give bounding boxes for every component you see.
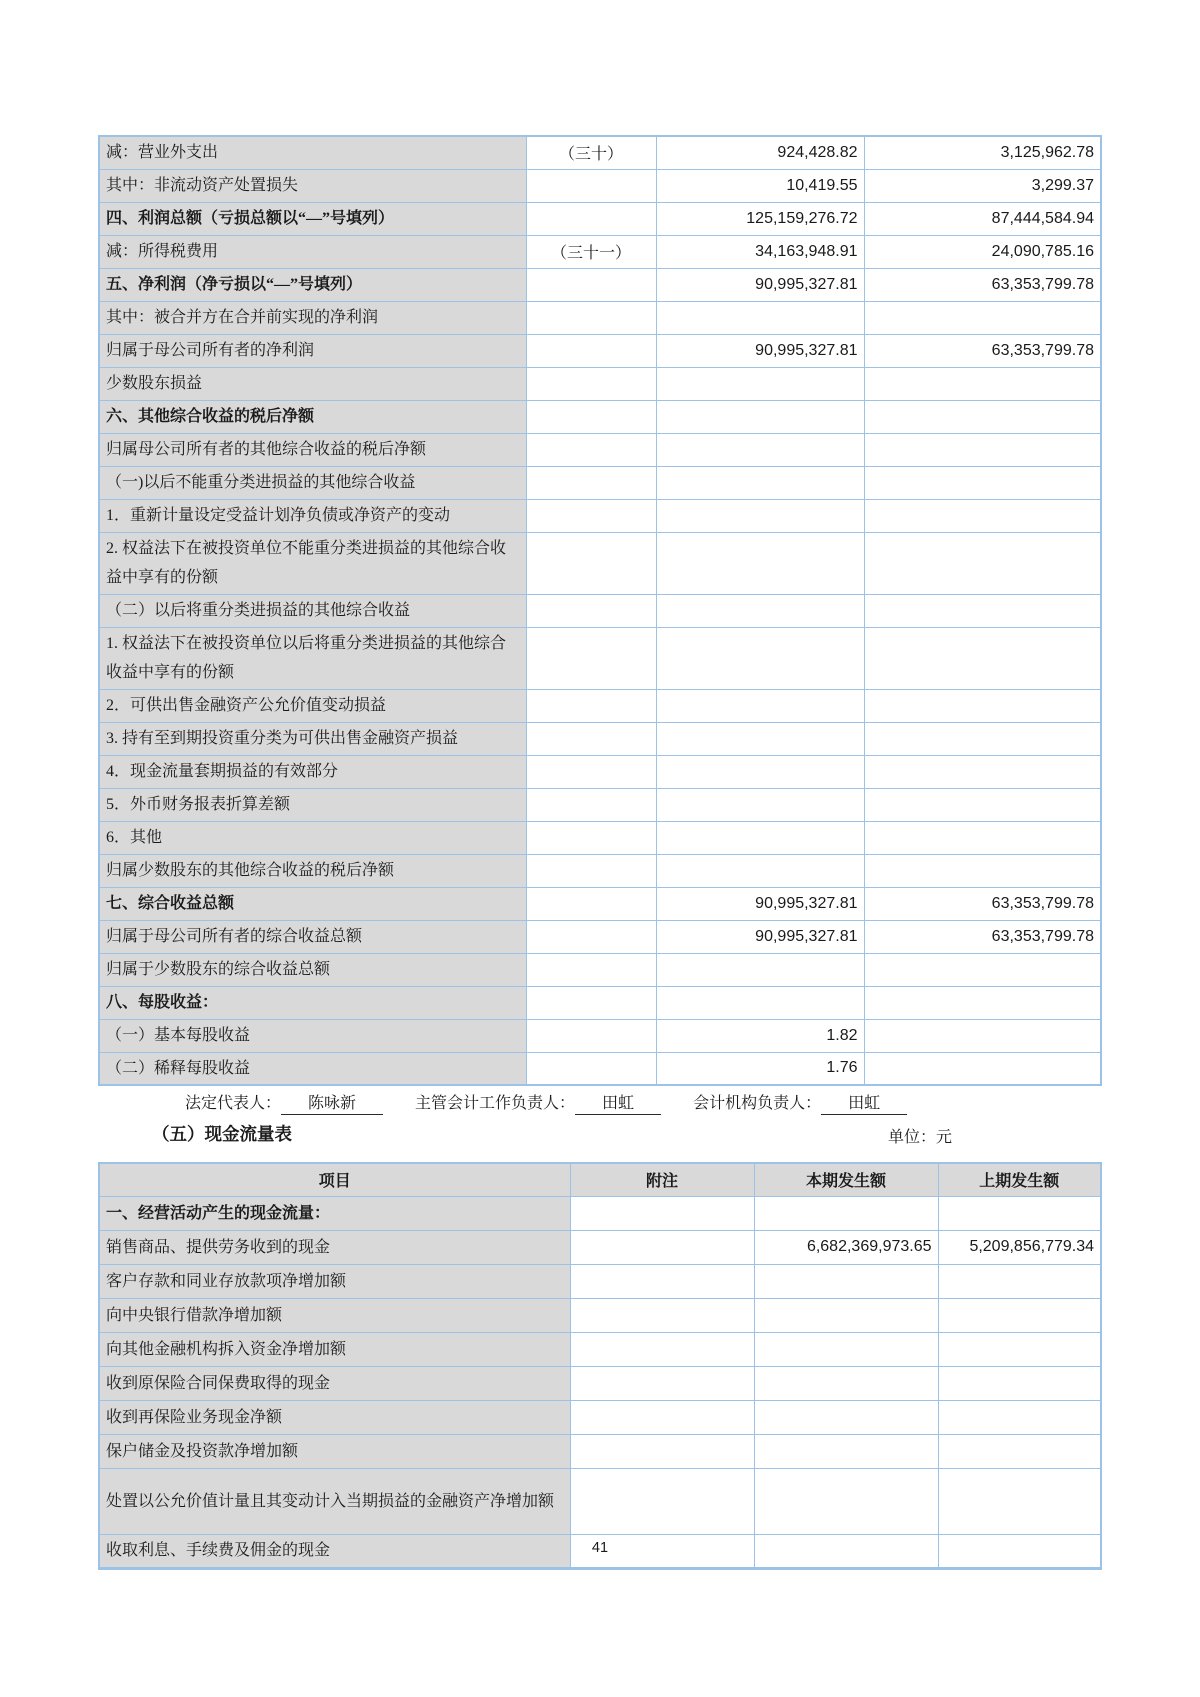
legal-representative-group: [185, 1090, 383, 1115]
current-amount-cell: [656, 532, 864, 594]
note-cell: [526, 953, 656, 986]
note-cell: [526, 169, 656, 202]
item-cell: 6．其他: [99, 821, 526, 854]
note-cell: [526, 854, 656, 887]
current-amount-cell: [656, 755, 864, 788]
table-row: [99, 689, 1101, 722]
prior-amount-cell: [938, 1468, 1101, 1534]
current-amount-cell: [656, 594, 864, 627]
note-cell: [570, 1298, 754, 1332]
item-cell: 归属于母公司所有者的综合收益总额: [99, 920, 526, 953]
item-cell: 保户储金及投资款净增加额: [99, 1434, 570, 1468]
item-cell: 收到再保险业务现金净额: [99, 1400, 570, 1434]
prior-amount-cell: [938, 1264, 1101, 1298]
table-row: [99, 722, 1101, 755]
note-cell: [570, 1400, 754, 1434]
current-amount-cell: [754, 1298, 938, 1332]
table-row: [99, 169, 1101, 202]
table-row: [99, 367, 1101, 400]
current-amount-cell: 10,419.55: [656, 169, 864, 202]
prior-amount-cell: [938, 1400, 1101, 1434]
table-row: [99, 986, 1101, 1019]
current-amount-cell: [656, 854, 864, 887]
prior-amount-cell: [938, 1366, 1101, 1400]
item-cell: 2．可供出售金融资产公允价值变动损益: [99, 689, 526, 722]
column-header-current-period: 本期发生额: [754, 1163, 938, 1196]
item-cell: （一）基本每股收益: [99, 1019, 526, 1052]
item-cell: 处置以公允价值计量且其变动计入当期损益的金融资产净增加额: [99, 1468, 570, 1534]
item-cell: （二）稀释每股收益: [99, 1052, 526, 1085]
page-number: 41: [591, 1540, 609, 1556]
table-row: [99, 1434, 1101, 1468]
cashflow-section-title: （五）现金流量表: [152, 1124, 292, 1144]
table-row: [99, 1332, 1101, 1366]
current-amount-cell: 125,159,276.72: [656, 202, 864, 235]
current-amount-cell: [656, 627, 864, 689]
note-cell: [570, 1196, 754, 1230]
current-amount-cell: 924,428.82: [656, 136, 864, 169]
note-cell: （三十）: [526, 136, 656, 169]
item-cell: 销售商品、提供劳务收到的现金: [99, 1230, 570, 1264]
item-cell: （二）以后将重分类进损益的其他综合收益: [99, 594, 526, 627]
item-cell: 其中：非流动资产处置损失: [99, 169, 526, 202]
prior-amount-cell: 3,299.37: [864, 169, 1101, 202]
table-row: [99, 433, 1101, 466]
table-row: [99, 1052, 1101, 1085]
note-cell: [526, 532, 656, 594]
prior-amount-cell: [938, 1434, 1101, 1468]
table-row: [99, 1298, 1101, 1332]
item-cell: 八、每股收益：: [99, 986, 526, 1019]
accounting-head-group: [693, 1090, 907, 1115]
current-amount-cell: [754, 1264, 938, 1298]
current-amount-cell: [656, 689, 864, 722]
table-row: [99, 887, 1101, 920]
note-cell: [526, 627, 656, 689]
note-cell: [526, 594, 656, 627]
table-row: [99, 1019, 1101, 1052]
table-row: [99, 821, 1101, 854]
prior-amount-cell: [864, 722, 1101, 755]
current-amount-cell: 90,995,327.81: [656, 920, 864, 953]
note-cell: [526, 334, 656, 367]
current-amount-cell: [656, 986, 864, 1019]
current-amount-cell: [754, 1196, 938, 1230]
item-cell: 一、经营活动产生的现金流量：: [99, 1196, 570, 1230]
item-cell: 归属于少数股东的综合收益总额: [99, 953, 526, 986]
current-amount-cell: [754, 1366, 938, 1400]
cashflow-header-row: [99, 1163, 1101, 1196]
table-row: [99, 235, 1101, 268]
table-row: [99, 1366, 1101, 1400]
item-cell: 减：所得税费用: [99, 235, 526, 268]
note-cell: [526, 202, 656, 235]
table-row: [99, 1468, 1101, 1534]
current-amount-cell: 1.82: [656, 1019, 864, 1052]
cashflow-table: [98, 1162, 1102, 1570]
note-cell: [526, 689, 656, 722]
item-cell: 3. 持有至到期投资重分类为可供出售金融资产损益: [99, 722, 526, 755]
current-amount-cell: [754, 1400, 938, 1434]
item-cell: 向其他金融机构拆入资金净增加额: [99, 1332, 570, 1366]
table-row: [99, 920, 1101, 953]
table-row: [99, 532, 1101, 594]
note-cell: [526, 499, 656, 532]
note-cell: [526, 887, 656, 920]
prior-amount-cell: 87,444,584.94: [864, 202, 1101, 235]
note-cell: [526, 367, 656, 400]
column-header-item: 项目: [99, 1163, 570, 1196]
item-cell: 其中：被合并方在合并前实现的净利润: [99, 301, 526, 334]
prior-amount-cell: [864, 532, 1101, 594]
item-cell: 客户存款和同业存放款项净增加额: [99, 1264, 570, 1298]
table-row: [99, 400, 1101, 433]
column-header-note: 附注: [570, 1163, 754, 1196]
note-cell: [570, 1332, 754, 1366]
legal-representative-label: 法定代表人：: [185, 1095, 282, 1112]
legal-representative-name: 陈咏新: [281, 1090, 383, 1115]
unit-label: 单位：元: [888, 1129, 953, 1146]
prior-amount-cell: [864, 788, 1101, 821]
item-cell: 七、综合收益总额: [99, 887, 526, 920]
table-row: [99, 1230, 1101, 1264]
cashflow-body: [99, 1196, 1101, 1568]
current-amount-cell: 6,682,369,973.65: [754, 1230, 938, 1264]
note-cell: [526, 821, 656, 854]
note-cell: [526, 466, 656, 499]
table-row: [99, 788, 1101, 821]
prior-amount-cell: 24,090,785.16: [864, 235, 1101, 268]
item-cell: 五、净利润（净亏损以“—”号填列）: [99, 268, 526, 301]
current-amount-cell: [656, 722, 864, 755]
note-cell: [526, 433, 656, 466]
prior-amount-cell: [864, 755, 1101, 788]
item-cell: 少数股东损益: [99, 367, 526, 400]
prior-amount-cell: 5,209,856,779.34: [938, 1230, 1101, 1264]
current-amount-cell: [754, 1434, 938, 1468]
accounting-head-label: 会计机构负责人：: [693, 1095, 822, 1112]
prior-amount-cell: [864, 433, 1101, 466]
table-row: [99, 1196, 1101, 1230]
item-cell: 四、利润总额（亏损总额以“—”号填列）: [99, 202, 526, 235]
prior-amount-cell: [864, 854, 1101, 887]
prior-amount-cell: [864, 466, 1101, 499]
current-amount-cell: [656, 301, 864, 334]
prior-amount-cell: 63,353,799.78: [864, 268, 1101, 301]
note-cell: [526, 986, 656, 1019]
prior-amount-cell: [864, 594, 1101, 627]
item-cell: 1. 权益法下在被投资单位以后将重分类进损益的其他综合收益中享有的份额: [99, 627, 526, 689]
table-row: [99, 268, 1101, 301]
note-cell: [526, 788, 656, 821]
current-amount-cell: 1.76: [656, 1052, 864, 1085]
note-cell: [526, 268, 656, 301]
note-cell: [570, 1434, 754, 1468]
prior-amount-cell: [864, 627, 1101, 689]
current-amount-cell: [656, 953, 864, 986]
note-cell: [526, 920, 656, 953]
column-header-prior-period: 上期发生额: [938, 1163, 1101, 1196]
table-row: [99, 594, 1101, 627]
accounting-head-name: 田虹: [821, 1090, 907, 1115]
item-cell: 归属于母公司所有者的净利润: [99, 334, 526, 367]
note-cell: [526, 301, 656, 334]
note-cell: [526, 400, 656, 433]
prior-amount-cell: [864, 1052, 1101, 1085]
prior-amount-cell: [864, 499, 1101, 532]
note-cell: [570, 1264, 754, 1298]
item-cell: 2. 权益法下在被投资单位不能重分类进损益的其他综合收益中享有的份额: [99, 532, 526, 594]
current-amount-cell: 90,995,327.81: [656, 887, 864, 920]
item-cell: 1．重新计量设定受益计划净负债或净资产的变动: [99, 499, 526, 532]
item-cell: 六、其他综合收益的税后净额: [99, 400, 526, 433]
income-statement-body: [99, 136, 1101, 1085]
table-row: [99, 1264, 1101, 1298]
prior-amount-cell: [864, 821, 1101, 854]
table-row: [99, 301, 1101, 334]
chief-accountant-name: 田虹: [575, 1090, 661, 1115]
item-cell: 减：营业外支出: [99, 136, 526, 169]
current-amount-cell: [656, 788, 864, 821]
chief-accountant-label: 主管会计工作负责人：: [415, 1095, 576, 1112]
current-amount-cell: [754, 1332, 938, 1366]
current-amount-cell: [656, 433, 864, 466]
current-amount-cell: [656, 400, 864, 433]
prior-amount-cell: [938, 1298, 1101, 1332]
note-cell: [570, 1468, 754, 1534]
prior-amount-cell: 63,353,799.78: [864, 920, 1101, 953]
prior-amount-cell: [864, 953, 1101, 986]
table-row: [99, 334, 1101, 367]
item-cell: 收到原保险合同保费取得的现金: [99, 1366, 570, 1400]
current-amount-cell: [656, 499, 864, 532]
item-cell: 收取利息、手续费及佣金的现金: [99, 1534, 570, 1568]
table-row: [99, 499, 1101, 532]
note-cell: [526, 1019, 656, 1052]
prior-amount-cell: 63,353,799.78: [864, 334, 1101, 367]
table-row: [99, 755, 1101, 788]
table-row: [99, 1400, 1101, 1434]
table-row: [99, 627, 1101, 689]
prior-amount-cell: 3,125,962.78: [864, 136, 1101, 169]
prior-amount-cell: [938, 1332, 1101, 1366]
note-cell: （三十一）: [526, 235, 656, 268]
note-cell: [526, 722, 656, 755]
note-cell: [526, 755, 656, 788]
note-cell: [526, 1052, 656, 1085]
prior-amount-cell: [864, 400, 1101, 433]
item-cell: 向中央银行借款净增加额: [99, 1298, 570, 1332]
prior-amount-cell: [864, 986, 1101, 1019]
note-cell: [570, 1366, 754, 1400]
prior-amount-cell: [938, 1196, 1101, 1230]
prior-amount-cell: [864, 367, 1101, 400]
current-amount-cell: 90,995,327.81: [656, 268, 864, 301]
signature-line: [185, 1090, 1145, 1115]
current-amount-cell: 90,995,327.81: [656, 334, 864, 367]
item-cell: 4．现金流量套期损益的有效部分: [99, 755, 526, 788]
current-amount-cell: [754, 1468, 938, 1534]
table-row: [99, 202, 1101, 235]
income-statement-table: [98, 135, 1102, 1086]
prior-amount-cell: [864, 689, 1101, 722]
table-row: [99, 136, 1101, 169]
chief-accountant-group: [415, 1090, 661, 1115]
item-cell: （一)以后不能重分类进损益的其他综合收益: [99, 466, 526, 499]
note-cell: [570, 1230, 754, 1264]
current-amount-cell: [656, 367, 864, 400]
current-amount-cell: [656, 821, 864, 854]
item-cell: 5．外币财务报表折算差额: [99, 788, 526, 821]
current-amount-cell: 34,163,948.91: [656, 235, 864, 268]
prior-amount-cell: [864, 301, 1101, 334]
table-row: [99, 466, 1101, 499]
table-row: [99, 854, 1101, 887]
current-amount-cell: [656, 466, 864, 499]
prior-amount-cell: [864, 1019, 1101, 1052]
table-row: [99, 953, 1101, 986]
prior-amount-cell: 63,353,799.78: [864, 887, 1101, 920]
item-cell: 归属母公司所有者的其他综合收益的税后净额: [99, 433, 526, 466]
item-cell: 归属少数股东的其他综合收益的税后净额: [99, 854, 526, 887]
